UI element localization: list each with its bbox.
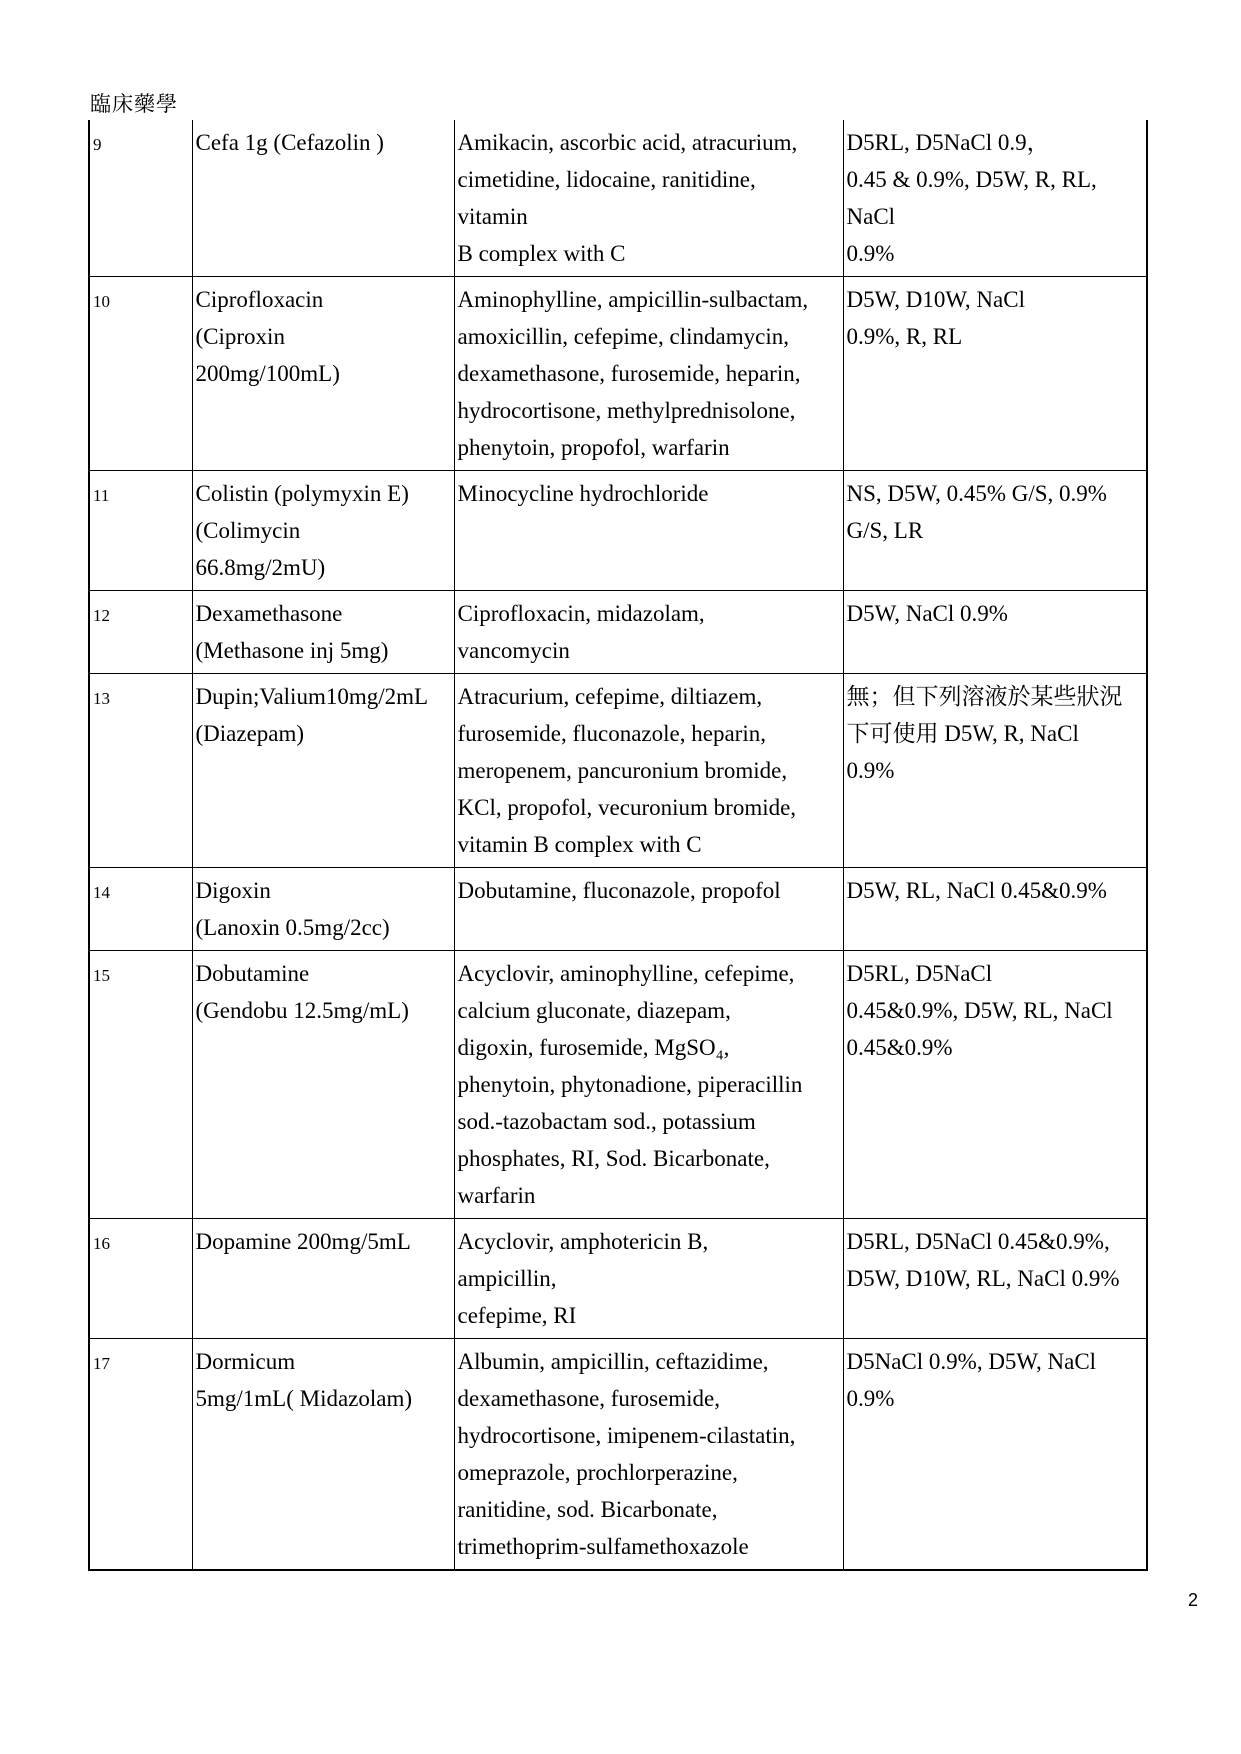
drug-name-cell (192, 591, 454, 674)
drug-name-cell (192, 277, 454, 471)
cell-line: Dupin;Valium10mg/2mL (195, 684, 429, 709)
cell-line: G/S, LR (846, 518, 924, 543)
cell-line: (Ciproxin (195, 324, 285, 349)
cell-line: Digoxin (195, 878, 271, 903)
drug-name-cell (192, 1339, 454, 1571)
compatible-solutions-cell (843, 674, 1147, 868)
cell-line: D5RL, D5NaCl (846, 961, 993, 986)
cell-line: (Lanoxin 0.5mg/2cc) (195, 915, 390, 940)
compatible-solutions-cell (843, 951, 1147, 1219)
drug-name-cell (192, 868, 454, 951)
cell-line: 0.9% (846, 241, 895, 266)
page-number: 2 (1188, 1590, 1199, 1610)
cell-line: D5RL, D5NaCl 0.9， (846, 130, 1050, 155)
cell-line: KCl, propofol, vecuronium bromide, (457, 795, 797, 820)
cell-line: omeprazole, prochlorperazine, (457, 1460, 738, 1485)
table-row (89, 591, 1147, 674)
cell-line: 0.9% (846, 1386, 895, 1411)
cell-line: ranitidine, sod. Bicarbonate, (457, 1497, 718, 1522)
cell-line: (Diazepam) (195, 721, 305, 746)
table-row (89, 1219, 1147, 1339)
cell-line: furosemide, fluconazole, heparin, (457, 721, 766, 746)
page-header-title: 臨床藥學 (90, 92, 178, 116)
cell-line: NaCl (846, 204, 896, 229)
cell-line: D5RL, D5NaCl 0.45&0.9%, (846, 1229, 1110, 1254)
cell-line: ampicillin, (457, 1266, 557, 1291)
row-number-cell: 9 (89, 120, 192, 277)
drug-compatibility-table (88, 120, 1148, 1571)
table-row (89, 1339, 1147, 1571)
compatible-solutions-cell (843, 591, 1147, 674)
cell-line: sod.-tazobactam sod., potassium (457, 1109, 756, 1134)
cell-line: Ciprofloxacin (195, 287, 324, 312)
compatible-solutions-cell (843, 120, 1147, 277)
table-row (89, 868, 1147, 951)
cell-line: 0.9%, R, RL (846, 324, 963, 349)
cell-line: Ciprofloxacin, midazolam, (457, 601, 705, 626)
cell-line: trimethoprim-sulfamethoxazole (457, 1534, 749, 1559)
cell-line: 0.45&0.9%, D5W, RL, NaCl (846, 998, 1113, 1023)
cell-line: Aminophylline, ampicillin-sulbactam, (457, 287, 809, 312)
cell-line: Dobutamine, fluconazole, propofol (457, 878, 781, 903)
cell-line: Colistin (polymyxin E) (195, 481, 409, 506)
cell-line: vitamin B complex with C (457, 832, 702, 857)
cell-line: (Gendobu 12.5mg/mL) (195, 998, 409, 1023)
row-number-cell: 16 (89, 1219, 192, 1339)
cell-line: hydrocortisone, imipenem-cilastatin, (457, 1423, 796, 1448)
cell-line: Dormicum (195, 1349, 296, 1374)
cell-line: Minocycline hydrochloride (457, 481, 709, 506)
cell-line: Atracurium, cefepime, diltiazem, (457, 684, 763, 709)
cell-line: calcium gluconate, diazepam, (457, 998, 731, 1023)
cell-line: phenytoin, phytonadione, piperacillin (457, 1072, 803, 1097)
cell-line: warfarin (457, 1183, 536, 1208)
cell-line: phosphates, RI, Sod. Bicarbonate, (457, 1146, 770, 1171)
cell-line: (Colimycin (195, 518, 301, 543)
cell-line: 無；但下列溶液於某些狀況 (846, 684, 1123, 709)
drug-name-cell (192, 1219, 454, 1339)
compatible-solutions-cell (843, 277, 1147, 471)
table-row (89, 951, 1147, 1219)
cell-line: Dopamine 200mg/5mL (195, 1229, 411, 1254)
cell-line: Amikacin, ascorbic acid, atracurium, (457, 130, 798, 155)
cell-line: Acyclovir, amphotericin B, (457, 1229, 709, 1254)
row-number-cell: 12 (89, 591, 192, 674)
cell-line: D5W, RL, NaCl 0.45&0.9% (846, 878, 1107, 903)
cell-line: 0.45&0.9% (846, 1035, 953, 1060)
compatible-solutions-cell (843, 1219, 1147, 1339)
cell-line: NS, D5W, 0.45% G/S, 0.9% (846, 481, 1107, 506)
row-number-cell: 17 (89, 1339, 192, 1571)
table-row (89, 277, 1147, 471)
compatible-drugs-cell (454, 951, 843, 1219)
drug-name-cell (192, 951, 454, 1219)
cell-line: Cefa 1g (Cefazolin ) (195, 130, 384, 155)
cell-line: D5W, D10W, RL, NaCl 0.9% (846, 1266, 1120, 1291)
cell-line: dexamethasone, furosemide, (457, 1386, 720, 1411)
cell-line: hydrocortisone, methylprednisolone, (457, 398, 796, 423)
compatible-drugs-cell (454, 591, 843, 674)
cell-line: Dexamethasone (195, 601, 343, 626)
drug-name-cell (192, 471, 454, 591)
cell-line: cefepime, RI (457, 1303, 577, 1328)
row-number-cell: 10 (89, 277, 192, 471)
table-row (89, 471, 1147, 591)
table-body (89, 120, 1147, 1570)
compatible-drugs-cell (454, 868, 843, 951)
cell-line: meropenem, pancuronium bromide, (457, 758, 788, 783)
cell-line: vancomycin (457, 638, 570, 663)
drug-name-cell (192, 120, 454, 277)
cell-line: 200mg/100mL) (195, 361, 340, 386)
compatible-drugs-cell (454, 674, 843, 868)
table-row (89, 120, 1147, 277)
cell-line: 0.45 & 0.9%, D5W, R, RL, (846, 167, 1097, 192)
compatible-drugs-cell (454, 120, 843, 277)
cell-line: amoxicillin, cefepime, clindamycin, (457, 324, 789, 349)
cell-line: Acyclovir, aminophylline, cefepime, (457, 961, 795, 986)
compatible-solutions-cell (843, 1339, 1147, 1571)
row-number-cell: 11 (89, 471, 192, 591)
cell-line: D5W, NaCl 0.9% (846, 601, 1008, 626)
row-number-cell: 13 (89, 674, 192, 868)
cell-line: 下可使用 D5W, R, NaCl (846, 721, 1079, 746)
cell-line: (Methasone inj 5mg) (195, 638, 389, 663)
cell-line: D5NaCl 0.9%, D5W, NaCl (846, 1349, 1097, 1374)
table-row (89, 674, 1147, 868)
compatible-drugs-cell (454, 277, 843, 471)
compatible-drugs-cell (454, 1219, 843, 1339)
compatible-solutions-cell (843, 868, 1147, 951)
cell-line: B complex with C (457, 241, 626, 266)
cell-line: D5W, D10W, NaCl (846, 287, 1025, 312)
cell-line: Albumin, ampicillin, ceftazidime, (457, 1349, 769, 1374)
cell-line: phenytoin, propofol, warfarin (457, 435, 730, 460)
compatible-drugs-cell (454, 1339, 843, 1571)
cell-line: 0.9% (846, 758, 895, 783)
compatible-drugs-cell (454, 471, 843, 591)
cell-line: vitamin (457, 204, 528, 229)
cell-line: 5mg/1mL( Midazolam) (195, 1386, 413, 1411)
row-number-cell: 14 (89, 868, 192, 951)
cell-line: cimetidine, lidocaine, ranitidine, (457, 167, 756, 192)
row-number-cell: 15 (89, 951, 192, 1219)
cell-line: Dobutamine (195, 961, 310, 986)
drug-name-cell (192, 674, 454, 868)
cell-line: 66.8mg/2mU) (195, 555, 326, 580)
cell-line: dexamethasone, furosemide, heparin, (457, 361, 801, 386)
compatible-solutions-cell (843, 471, 1147, 591)
cell-line: digoxin, furosemide, MgSO₄, (457, 1035, 730, 1060)
